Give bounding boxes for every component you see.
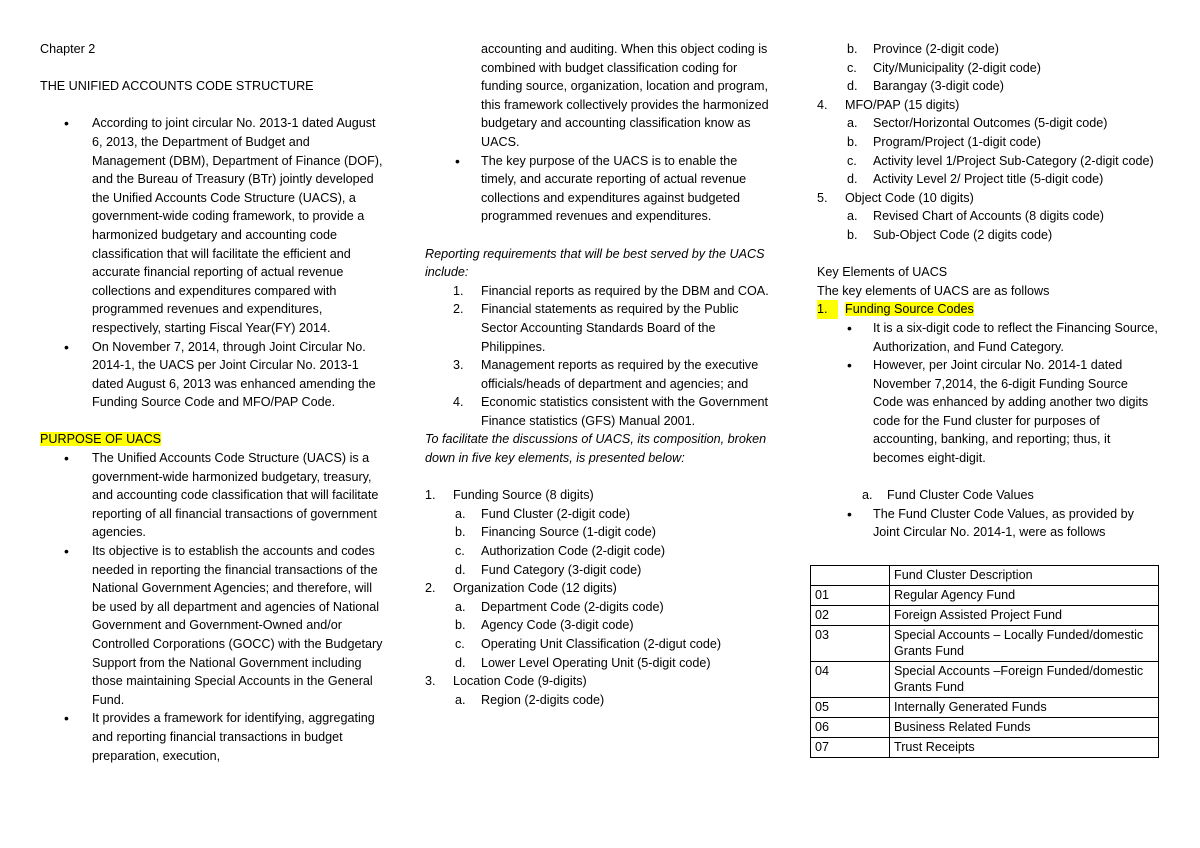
intro-bullet: • According to joint circular No. 2013-1 dated August 6, 2013, the Department of Budget and Management (DBM), Department of Finance (DOF), and the Bureau of Treasury (BTr) jointly developed the Unified Accounts Code Structure (UACS), a government-wide coding framework, to provide a harmonized budgetary and accounting code classification that will facilitate the efficient and accurate financial reporting of actual revenue collections and expenditures compared with programmed revenues and expenditures, respectively, starting Fiscal Year(FY) 2014. [40, 114, 385, 337]
purpose-bullet: • The Unified Accounts Code Structure (UACS) is a government-wide harmonized budgetary, treasury, and accounting code classification that will facilitate reporting of all financial transactions of government agencies. [40, 449, 385, 542]
table-row [811, 698, 1159, 718]
reporting-item: 4. Economic statistics consistent with the Government Finance statistics (GFS) Manual 2001. [453, 395, 768, 428]
funding-bullet: • However, per Joint circular No. 2014-1 dated November 7,2014, the 6-digit Funding Source Code was enhanced by adding another two digits code for the Fund cluster for purposes of accounting, banking, and reporting; thus, it becomes eight-digit. [817, 356, 1160, 468]
table-cell-code: 01 [811, 586, 890, 606]
key-elements-list [425, 486, 775, 709]
fund-cluster-table [810, 565, 1159, 758]
purpose-bullet: • Its objective is to establish the accounts and codes needed in reporting the financial transactions of the National Government Agencies; and therefore, will be used by all department and agencies of National Government and Government-Owned and/or Controlled Corporations (GOCC) with the Budgetary Support from the National Government including those maintaining Special Accounts in the General Fund. [40, 542, 385, 709]
funding-source-heading: 1. Funding Source Codes [817, 300, 1160, 319]
table-cell-description: Business Related Funds [890, 718, 1159, 738]
column-1 [40, 40, 385, 765]
element-sub-item: a. Department Code (2-digits code) [455, 599, 664, 614]
table-cell-description: Trust Receipts [890, 738, 1159, 758]
element-sub-item: a. Fund Cluster (2-digit code) [455, 506, 631, 521]
reporting-intro: Reporting requirements that will be best served by the UACS include: [425, 246, 765, 280]
key-purpose-bullet: • The key purpose of the UACS is to enable the timely, and accurate reporting of actual revenue collections and expenditures against budgeted programmed revenues and expenditures. [425, 152, 775, 226]
reporting-item: 2. Financial statements as required by the Public Sector Accounting Standards Board of the Philippines. [453, 302, 739, 354]
table-row [811, 738, 1159, 758]
element-item: 2. Organization Code (12 digits) [425, 581, 617, 596]
table-cell-code: 05 [811, 698, 890, 718]
table-cell-code: 04 [811, 662, 890, 698]
intro-bullet: • On November 7, 2014, through Joint Circular No. 2014-1, the UACS per Joint Circular No. 2013-1 dated August 6, 2013 was enhanced amending the Funding Source Code and MFO/PAP Code. [40, 338, 385, 412]
continued-paragraph: accounting and auditing. When this object coding is combined with budget classification coding for funding source, organization, location and program, this framework collectively provides the harmonized budgetary and accounting classification know as UACS. [481, 42, 769, 149]
element-sub-item: d. Lower Level Operating Unit (5-digit code) [455, 655, 711, 670]
element-item: 3. Location Code (9-digits) [425, 674, 587, 689]
element-sub-item: c. Authorization Code (2-digit code) [455, 544, 666, 559]
chapter-title: THE UNIFIED ACCOUNTS CODE STRUCTURE [40, 79, 314, 94]
column-3 [817, 40, 1160, 542]
element-sub-item: b. Program/Project (1-digit code) [847, 134, 1041, 149]
purpose-bullet: • It provides a framework for identifying, aggregating and reporting financial transactions in budget preparation, execution, [40, 709, 385, 765]
element-sub-item: a. Region (2-digits code) [455, 692, 605, 707]
table-row [811, 626, 1159, 662]
element-sub-item: d. Fund Category (3-digit code) [455, 562, 642, 577]
element-sub-item: b. Financing Source (1-digit code) [455, 525, 657, 540]
element-sub-item: b. Sub-Object Code (2 digits code) [847, 227, 1053, 242]
element-sub-item: c. Activity level 1/Project Sub-Category (2-digit code) [847, 153, 1154, 168]
fund-cluster-heading: a. Fund Cluster Code Values [862, 488, 1034, 503]
table-cell-code: 03 [811, 626, 890, 662]
key-elements-heading: Key Elements of UACS [817, 265, 948, 280]
intro-bullet-list [40, 114, 385, 412]
location-sub-item: b. Province (2-digit code) [847, 42, 999, 56]
table-header-row [811, 566, 1159, 586]
element-item: 1. Funding Source (8 digits) [425, 488, 594, 503]
fund-cluster-bullet: • The Fund Cluster Code Values, as provided by Joint Circular No. 2014-1, were as follows [817, 505, 1160, 542]
table-header-cell: Fund Cluster Description [890, 566, 1159, 586]
table-cell-description: Foreign Assisted Project Fund [890, 606, 1159, 626]
funding-bullet-list [817, 319, 1160, 468]
key-purpose-list [425, 152, 775, 226]
table-cell-description: Regular Agency Fund [890, 586, 1159, 606]
element-sub-item: b. Agency Code (3-digit code) [455, 618, 634, 633]
table-row [811, 606, 1159, 626]
reporting-item: 3. Management reports as required by the executive officials/heads of department and agencies; and [453, 358, 759, 391]
table-cell-code: 07 [811, 738, 890, 758]
fund-cluster-bullet-list [817, 505, 1160, 542]
table-header-cell [811, 566, 890, 586]
key-elements-intro: The key elements of UACS are as follows [817, 283, 1050, 298]
element-sub-item: a. Sector/Horizontal Outcomes (5-digit code) [847, 116, 1108, 131]
table-cell-description: Special Accounts –Foreign Funded/domestic Grants Fund [890, 662, 1159, 698]
column-2 [425, 40, 775, 709]
element-sub-item: a. Revised Chart of Accounts (8 digits code) [847, 209, 1104, 224]
location-sub-item: c. City/Municipality (2-digit code) [847, 60, 1041, 75]
table-cell-description: Internally Generated Funds [890, 698, 1159, 718]
element-item: 4. MFO/PAP (15 digits) [817, 97, 960, 112]
reporting-item: 1. Financial reports as required by the DBM and COA. [453, 283, 769, 298]
purpose-bullet-list [40, 449, 385, 765]
chapter-label: Chapter 2 [40, 42, 96, 56]
table-cell-code: 06 [811, 718, 890, 738]
reporting-list [425, 282, 775, 431]
table-row [811, 718, 1159, 738]
table-row [811, 586, 1159, 606]
location-sub-item: d. Barangay (3-digit code) [847, 79, 1004, 94]
purpose-heading: PURPOSE OF UACS [40, 432, 162, 447]
table-row [811, 662, 1159, 698]
element-sub-item: d. Activity Level 2/ Project title (5-digit code) [847, 172, 1104, 187]
table-cell-code: 02 [811, 606, 890, 626]
funding-bullet: • It is a six-digit code to reflect the Financing Source, Authorization, and Fund Category. [817, 319, 1160, 356]
table-cell-description: Special Accounts – Locally Funded/domestic Grants Fund [890, 626, 1159, 662]
element-sub-item: c. Operating Unit Classification (2-digut code) [455, 637, 722, 651]
facilitate-paragraph: To facilitate the discussions of UACS, its composition, broken down in five key elements, is presented below: [425, 432, 767, 466]
element-item: 5. Object Code (10 digits) [817, 190, 974, 205]
